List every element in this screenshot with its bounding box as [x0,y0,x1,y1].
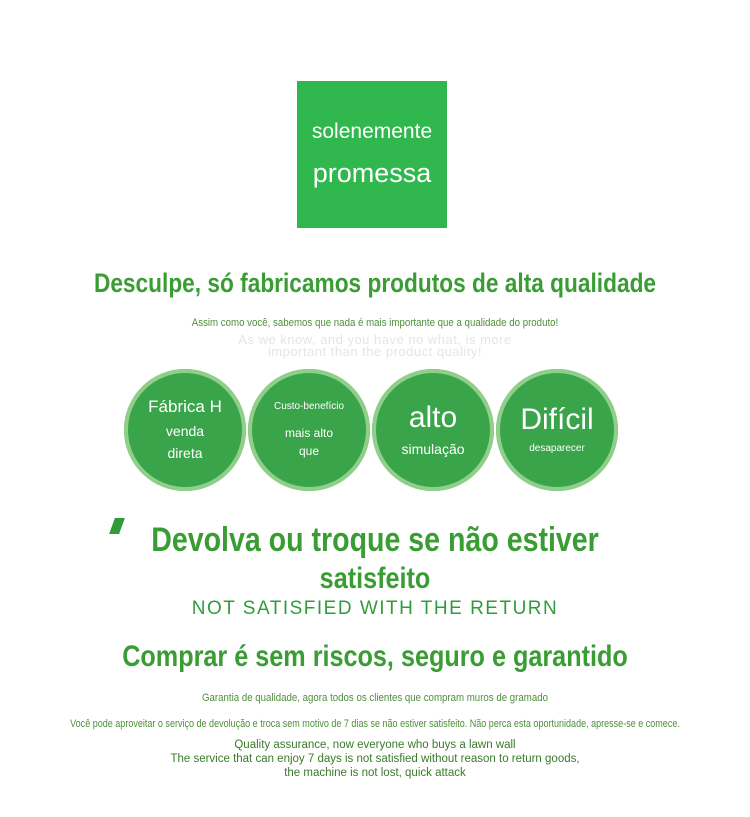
circle-fade [496,369,618,491]
badge-line-2: promessa [312,158,432,188]
circle-3-line-1: alto [408,401,458,434]
headline: Desculpe, só fabricamos produtos de alta qualidade [93,268,657,298]
guarantee-title: Comprar é sem riscos, seguro e garantido [122,640,628,673]
circle-1-line-1: Fábrica H [148,397,222,416]
circle-simulation [372,369,494,491]
circle-2-line-2: mais alto [284,426,334,440]
guarantee-en-1: Quality assurance, now everyone who buys a lawn wall [234,739,516,751]
promise-badge [297,81,447,228]
ghost-line-2: important than the product quality! [267,344,483,359]
subline: Assim como você, sabemos que nada é mais importante que a qualidade do produto! [191,317,559,329]
guarantee-line-2: Você pode aproveitar o serviço de devolução e troca sem motivo de 7 dias se não estiver satisfeito. Não perca esta oportunidade, apresse-se e comece. [70,718,680,730]
circle-3-line-2: simulação [401,441,465,457]
badge-line-1: solenemente [311,120,433,143]
guarantee-line-1: Garantia de qualidade, agora todos os clientes que compram muros de gramado [201,692,549,704]
circle-1-line-2: venda [165,423,205,439]
ghost-line-1: As we know, and you have no what, is more [238,332,512,347]
circle-4-line-2: desaparecer [529,443,585,454]
circle-2-line-1: Custo-benefício [273,401,345,412]
return-english: NOT SATISFIED WITH THE RETURN [191,598,559,619]
return-title-line-2: satisfeito [319,562,431,595]
circle-4-line-1: Difícil [520,403,594,436]
circle-factory [124,369,246,491]
guarantee-en-2: The service that can enjoy 7 days is not satisfied without reason to return goods, [170,753,580,765]
guarantee-en-3: the machine is not lost, quick attack [284,767,466,779]
circle-2-line-3: que [298,444,320,458]
circle-1-line-3: direta [167,445,203,461]
circle-cost [248,369,370,491]
return-title-line-1: Devolva ou troque se não estiver [151,521,599,559]
